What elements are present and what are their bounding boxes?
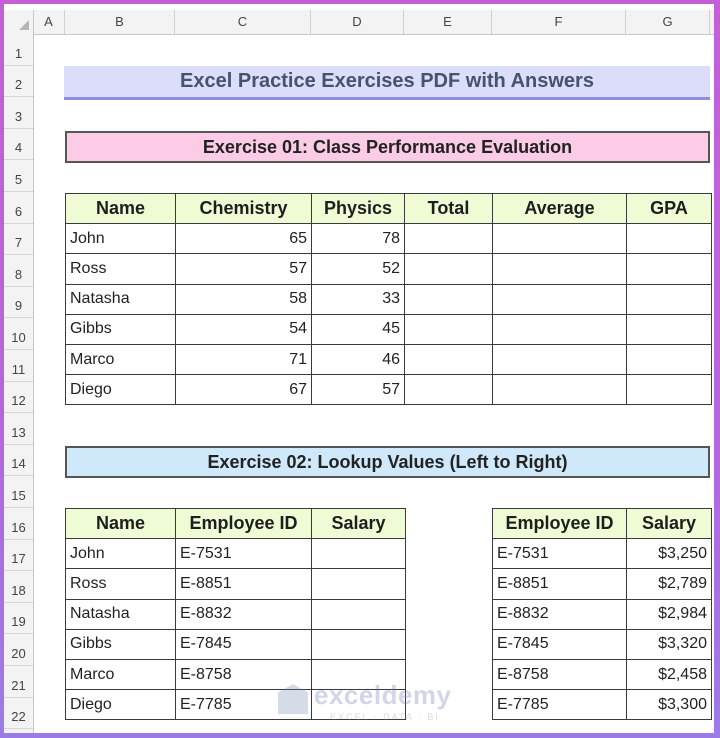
table-row	[66, 659, 406, 689]
header-chemistry[interactable]: Chemistry	[176, 194, 312, 224]
chemistry-cell[interactable]: 54	[176, 314, 312, 344]
gpa-cell[interactable]	[627, 284, 712, 314]
employee-id-cell[interactable]: E-7531	[493, 539, 627, 569]
name-cell[interactable]: Natasha	[66, 599, 176, 629]
column-header-c[interactable]: C	[175, 10, 311, 34]
row-header[interactable]: 12	[4, 382, 33, 414]
employee-id-cell[interactable]: E-7845	[493, 629, 627, 659]
watermark-tagline: EXCEL · DATA · BI	[330, 712, 440, 722]
exercise-1-heading[interactable]	[65, 131, 710, 163]
table-row	[493, 569, 712, 599]
row-header[interactable]: 19	[4, 603, 33, 635]
average-cell[interactable]	[493, 224, 627, 254]
header-salary[interactable]: Salary	[312, 509, 406, 539]
name-cell[interactable]: Diego	[66, 375, 176, 405]
salary-cell[interactable]	[312, 659, 406, 689]
salary-cell[interactable]: $3,300	[627, 690, 712, 720]
table-row	[66, 375, 712, 405]
physics-cell[interactable]: 45	[312, 314, 405, 344]
salary-cell[interactable]	[312, 539, 406, 569]
column-header-d[interactable]: D	[311, 10, 404, 34]
column-header-g[interactable]: G	[626, 10, 710, 34]
table-row	[493, 690, 712, 720]
row-header[interactable]: 5	[4, 160, 33, 192]
row-header[interactable]: 20	[4, 634, 33, 666]
row-header[interactable]: 11	[4, 350, 33, 382]
total-cell[interactable]	[405, 224, 493, 254]
table-row	[66, 314, 712, 344]
table-row	[493, 539, 712, 569]
average-cell[interactable]	[493, 375, 627, 405]
salary-reference-table	[492, 508, 712, 720]
header-physics[interactable]: Physics	[312, 194, 405, 224]
table-row	[66, 344, 712, 374]
gpa-cell[interactable]	[627, 375, 712, 405]
employee-id-cell[interactable]: E-7845	[176, 629, 312, 659]
total-cell[interactable]	[405, 254, 493, 284]
name-cell[interactable]: Diego	[66, 690, 176, 720]
chemistry-cell[interactable]: 71	[176, 344, 312, 374]
row-header[interactable]: 2	[4, 66, 33, 98]
total-cell[interactable]	[405, 344, 493, 374]
table-row	[493, 599, 712, 629]
gpa-cell[interactable]	[627, 224, 712, 254]
exercise-1-heading-text: Exercise 01: Class Performance Evaluation	[202, 136, 573, 157]
average-cell[interactable]	[493, 344, 627, 374]
gpa-cell[interactable]	[627, 254, 712, 284]
header-total[interactable]: Total	[405, 194, 493, 224]
salary-cell[interactable]	[312, 569, 406, 599]
row-header[interactable]: 1	[4, 34, 33, 66]
header-name[interactable]: Name	[66, 509, 176, 539]
average-cell[interactable]	[493, 284, 627, 314]
physics-cell[interactable]: 57	[312, 375, 405, 405]
column-header-e[interactable]: E	[404, 10, 492, 34]
row-header[interactable]: 15	[4, 476, 33, 508]
name-cell[interactable]: Marco	[66, 659, 176, 689]
row-header[interactable]: 21	[4, 666, 33, 698]
salary-cell[interactable]: $2,984	[627, 599, 712, 629]
physics-cell[interactable]: 46	[312, 344, 405, 374]
table-header-row	[66, 509, 406, 539]
row-header[interactable]: 10	[4, 318, 33, 350]
row-header[interactable]: 22	[4, 698, 33, 730]
table-row	[66, 539, 406, 569]
table-header-row	[66, 194, 712, 224]
row-headers	[4, 34, 34, 733]
chemistry-cell[interactable]: 57	[176, 254, 312, 284]
total-cell[interactable]	[405, 284, 493, 314]
watermark-brand: exceldemy	[314, 680, 452, 710]
table-row	[66, 284, 712, 314]
table-row	[66, 690, 406, 720]
column-header-f[interactable]: F	[492, 10, 626, 34]
chemistry-cell[interactable]: 58	[176, 284, 312, 314]
employee-id-cell[interactable]: E-7785	[176, 690, 312, 720]
gpa-cell[interactable]	[627, 314, 712, 344]
chemistry-cell[interactable]: 65	[176, 224, 312, 254]
header-gpa[interactable]: GPA	[627, 194, 712, 224]
salary-cell[interactable]: $3,320	[627, 629, 712, 659]
table-row	[66, 599, 406, 629]
class-performance-table	[65, 193, 712, 405]
table-row	[493, 659, 712, 689]
employee-id-cell[interactable]: E-8851	[176, 569, 312, 599]
employee-id-cell[interactable]: E-8758	[493, 659, 627, 689]
physics-cell[interactable]: 52	[312, 254, 405, 284]
name-cell[interactable]: John	[66, 539, 176, 569]
column-header-b[interactable]: B	[65, 10, 175, 34]
row-header[interactable]: 13	[4, 413, 33, 445]
exercise-2-heading[interactable]	[65, 446, 710, 478]
row-header[interactable]: 6	[4, 192, 33, 224]
employee-id-cell[interactable]: E-8758	[176, 659, 312, 689]
name-cell[interactable]: Gibbs	[66, 314, 176, 344]
chemistry-cell[interactable]: 67	[176, 375, 312, 405]
name-cell[interactable]: Natasha	[66, 284, 176, 314]
table-row	[66, 254, 712, 284]
header-salary[interactable]: Salary	[627, 509, 712, 539]
salary-cell[interactable]: $3,250	[627, 539, 712, 569]
row-header[interactable]: 8	[4, 255, 33, 287]
select-all-corner[interactable]	[4, 10, 34, 34]
physics-cell[interactable]: 78	[312, 224, 405, 254]
physics-cell[interactable]: 33	[312, 284, 405, 314]
employee-id-cell[interactable]: E-8832	[493, 599, 627, 629]
row-header[interactable]: 17	[4, 540, 33, 572]
row-header[interactable]: 18	[4, 571, 33, 603]
page-title[interactable]	[64, 66, 710, 100]
name-cell[interactable]: Ross	[66, 254, 176, 284]
table-row	[66, 569, 406, 599]
average-cell[interactable]	[493, 254, 627, 284]
column-header-a[interactable]: A	[33, 10, 65, 34]
name-cell[interactable]: Marco	[66, 344, 176, 374]
row-header[interactable]: 7	[4, 224, 33, 256]
salary-cell[interactable]: $2,458	[627, 659, 712, 689]
name-cell[interactable]: Gibbs	[66, 629, 176, 659]
salary-cell[interactable]: $2,789	[627, 569, 712, 599]
name-cell[interactable]: John	[66, 224, 176, 254]
employee-salary-lookup-table	[65, 508, 406, 720]
employee-id-cell[interactable]: E-8851	[493, 569, 627, 599]
column-headers	[4, 10, 714, 35]
header-average[interactable]: Average	[493, 194, 627, 224]
header-employee-id[interactable]: Employee ID	[176, 509, 312, 539]
row-header[interactable]: 16	[4, 508, 33, 540]
gpa-cell[interactable]	[627, 344, 712, 374]
page-title-text: Excel Practice Exercises PDF with Answers	[180, 70, 594, 92]
row-header[interactable]: 4	[4, 129, 33, 161]
salary-cell[interactable]	[312, 599, 406, 629]
total-cell[interactable]	[405, 375, 493, 405]
header-employee-id[interactable]: Employee ID	[493, 509, 627, 539]
table-row	[66, 629, 406, 659]
total-cell[interactable]	[405, 314, 493, 344]
row-header[interactable]: 3	[4, 97, 33, 129]
table-header-row	[493, 509, 712, 539]
row-header[interactable]: 9	[4, 287, 33, 319]
average-cell[interactable]	[493, 314, 627, 344]
name-cell[interactable]: Ross	[66, 569, 176, 599]
employee-id-cell[interactable]: E-7785	[493, 690, 627, 720]
exercise-2-heading-text: Exercise 02: Lookup Values (Left to Right)	[207, 451, 568, 472]
salary-cell[interactable]	[312, 690, 406, 720]
spreadsheet	[4, 4, 714, 733]
employee-id-cell[interactable]: E-8832	[176, 599, 312, 629]
row-header[interactable]: 14	[4, 445, 33, 477]
salary-cell[interactable]	[312, 629, 406, 659]
employee-id-cell[interactable]: E-7531	[176, 539, 312, 569]
header-name[interactable]: Name	[66, 194, 176, 224]
table-row	[493, 629, 712, 659]
table-row	[66, 224, 712, 254]
